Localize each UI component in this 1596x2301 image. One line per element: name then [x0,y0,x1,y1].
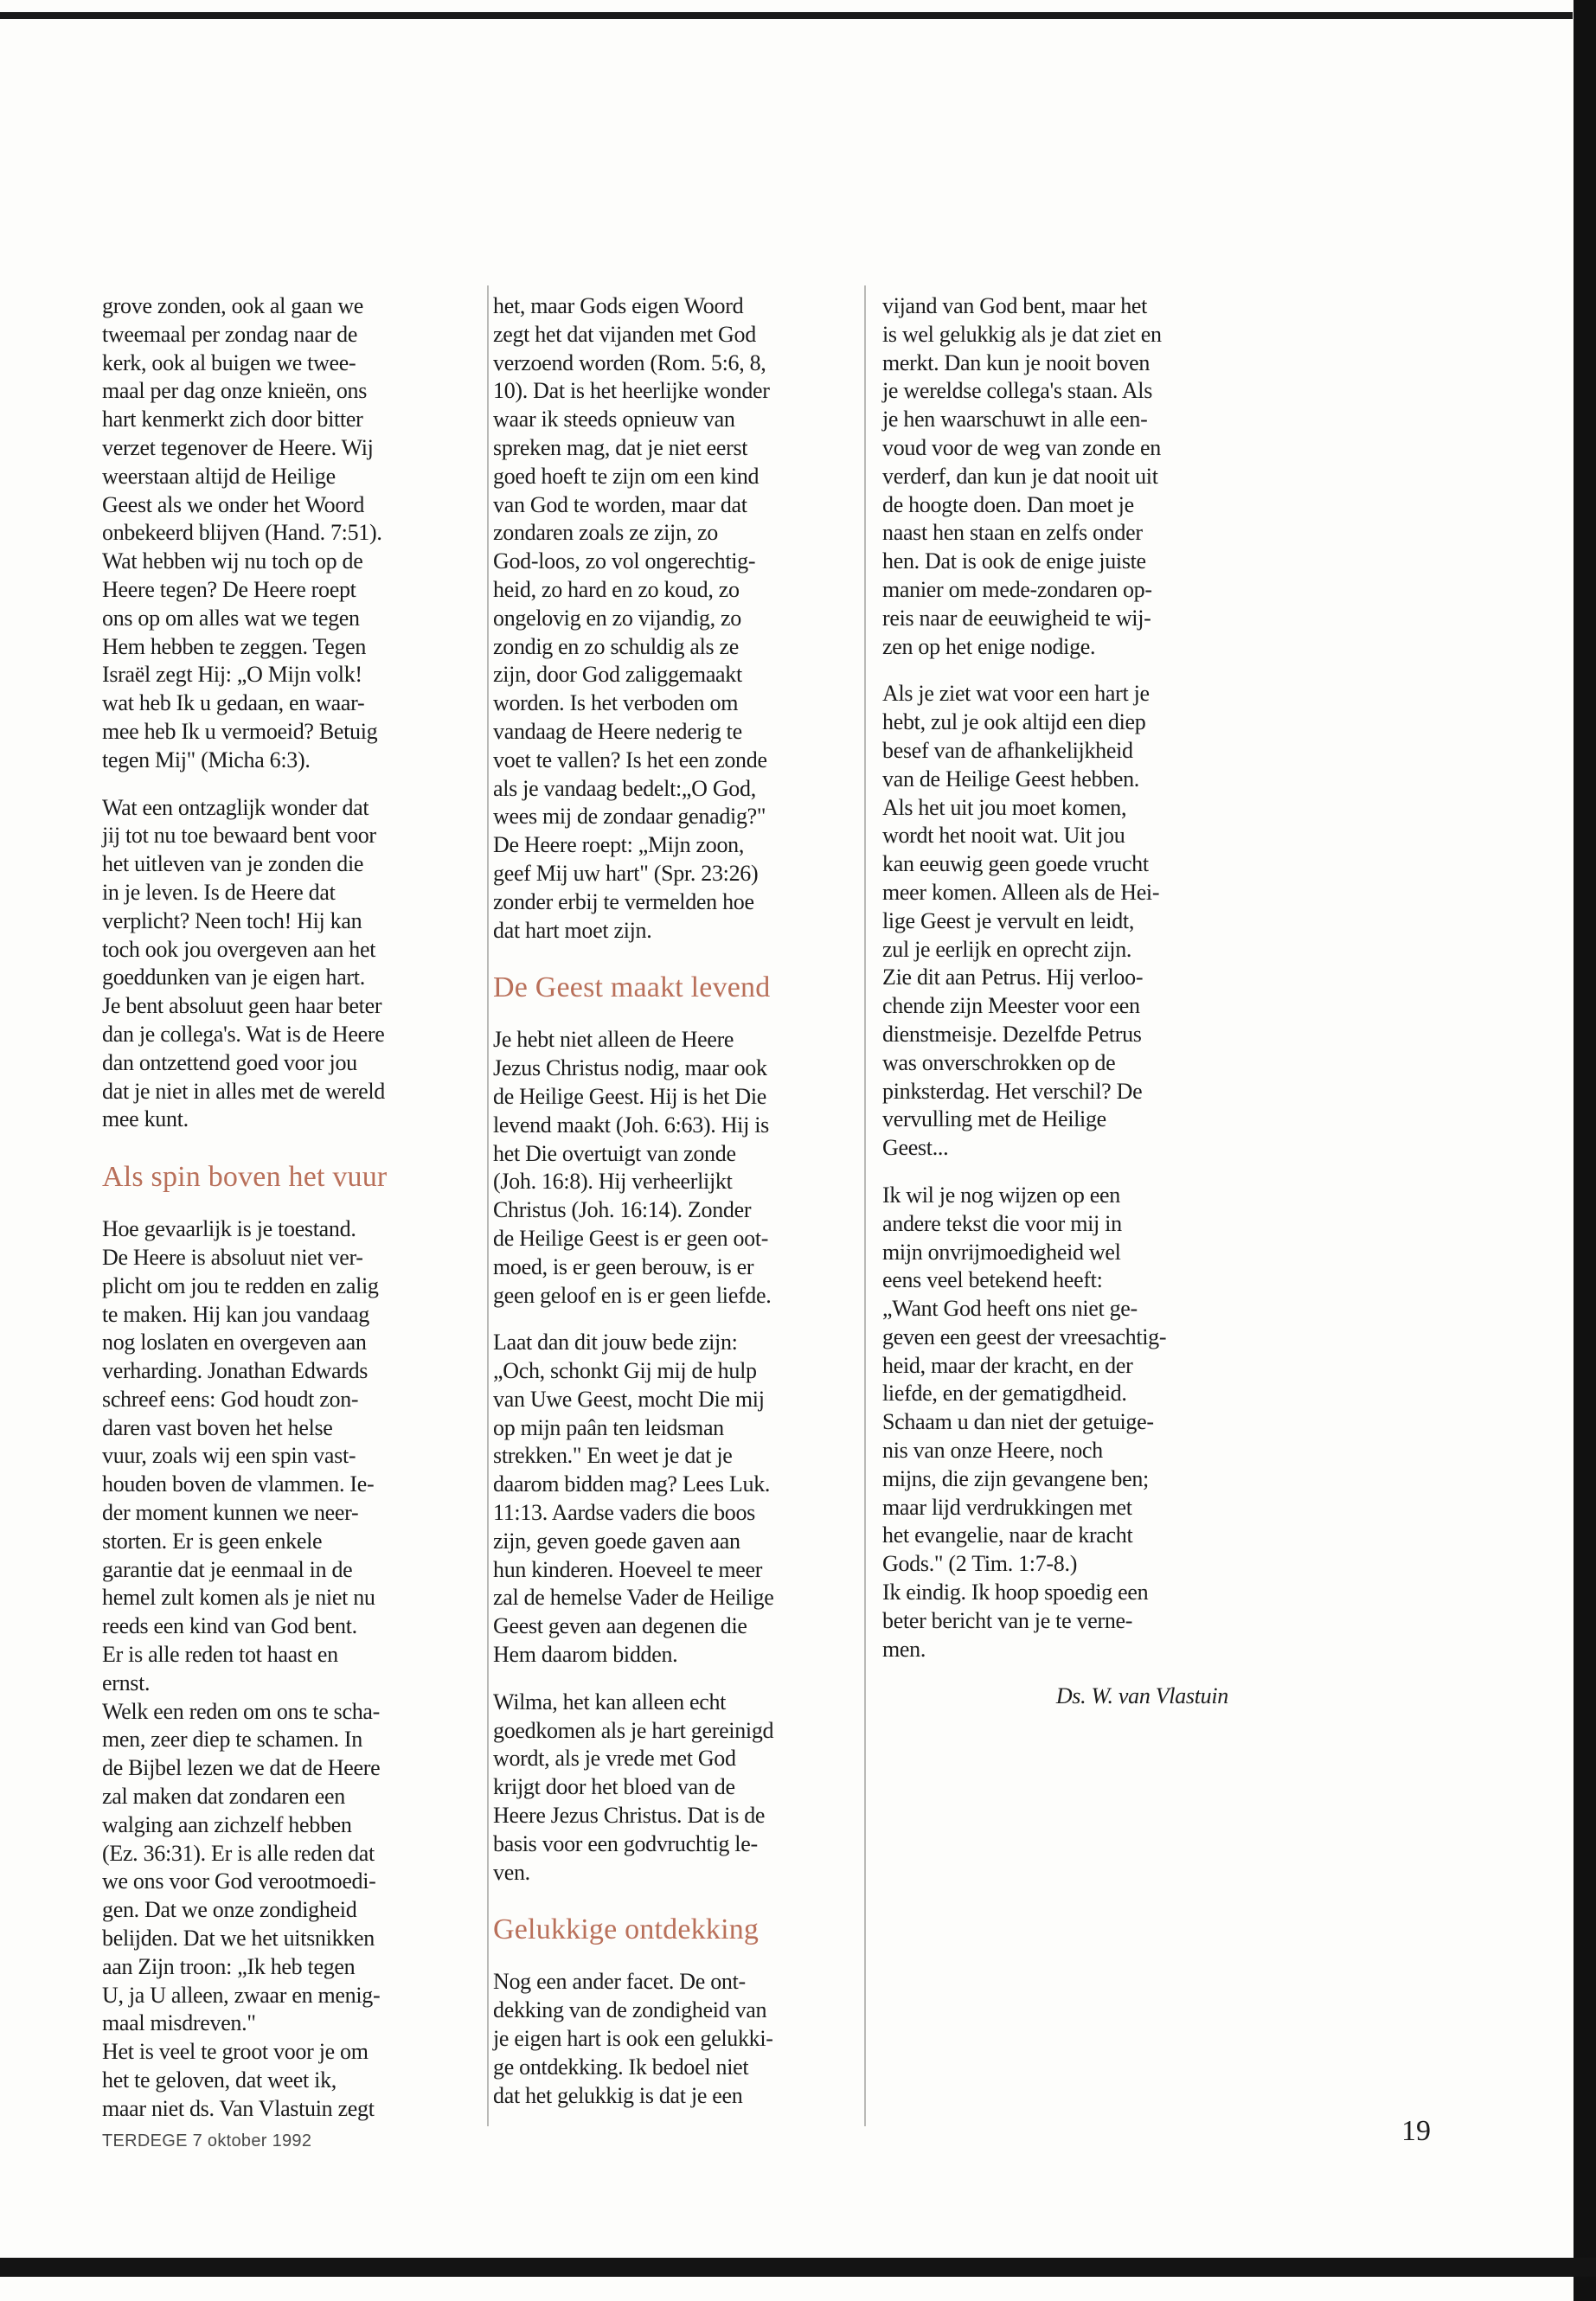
paragraph: Ik wil je nog wijzen op een andere tekst die voor mij in mijn onvrijmoedigheid wel eens veel betekend heeft: „Want God heeft ons niet ge- geven een geest der vreesachtig- heid, maar der kracht, en der liefde, en der gematigdheid. Schaam u dan niet der getuige- nis van onze Heere, noch mijns, die zijn gevangene ben; maar lijd verdrukkingen met het evangelie, naar de kracht Gods." (2 Tim. 1:7-8.) Ik eindig. Ik hoop spoedig een beter bericht van je te verne- men. [882,1182,1167,1662]
section-heading: Gelukkige ontdekking [493,1913,760,1946]
paragraph: Laat dan dit jouw bede zijn: „Och, schonkt Gij mij de hulp van Uwe Geest, mocht Die mij op mijn paân ten leidsman strekken." En weet je dat je daarom bidden mag? Lees Luk. 11:13. Aardse vaders die boos zijn, geven goede gaven aan hun kinderen. Hoeveel te meer zal de hemelse Vader de Heilige Geest geven aan degenen die Hem daarom bidden. [493,1330,774,1668]
bottom-rule [0,2258,1596,2277]
column-2 [493,292,839,2110]
paragraph: Als je ziet wat voor een hart je hebt, zul je ook altijd een diep besef van de afhankelijkheid van de Heilige Geest hebben. Als het uit jou moet komen, wordt het nooit wat. Uit jou kan eeuwig geen goede vrucht meer komen. Alleen als de Hei- lige Geest je vervult en leidt, zul je eerlijk en oprecht zijn. Zie dit aan Petrus. Hij verloo- chende zijn Meester voor een dienstmeisje. Dezelfde Petrus was onverschrokken op de pinksterdag. Het verschil? De vervulling met de Heilige Geest... [882,681,1160,1161]
paragraph: Wat een ontzaglijk wonder dat jij tot nu toe bewaard bent voor het uitleven van je zonden die in je leven. Is de Heere dat verplicht? Neen toch! Hij kan toch ook jou overgeven aan het goeddunken van je eigen hart. Je bent absoluut geen haar beter dan je collega's. Wat is de Heere dan ontzettend goed voor jou dat je niet in alles met de wereld mee kunt. [102,794,385,1132]
top-rule [0,12,1573,19]
paragraph: het, maar Gods eigen Woord zegt het dat vijanden met God verzoend worden (Rom. 5:6, 8, 10). Dat is het heerlijke wonder waar ik steeds opnieuw van spreken mag, dat je niet eerst goed hoeft te zijn om een kind van God te worden, maar dat zondaren zoals ze zijn, zo God-loos, zo vol ongerechtig- heid, zo hard en zo koud, zo ongelovig en zo vijandig, zo zondig en zo schuldig als ze zijn, door God zaliggemaakt worden. Is het verboden om vandaag de Heere nederig te voet te vallen? Is het een zonde als je vandaag bedelt:„O God, wees mij de zondaar genadig?" De Heere roept: „Mijn zoon, geef Mij uw hart" (Spr. 23:26) zonder erbij te vermelden hoe dat hart moet zijn. [493,293,770,943]
paragraph: vijand van God bent, maar het is wel gelukkig als je dat ziet en merkt. Dan kun je nooit boven je wereldse collega's staan. Als je hen waarschuwt in alle een- voud voor de weg van zonde en verderf, dan kun je dat nooit uit de hoogte doen. Dan moet je naast hen staan en zelfs onder hen. Dat is ook de enige juiste manier om mede-zondaren op- reis naar de eeuwigheid te wij- zen op het enige nodige. [882,293,1162,659]
column-divider-1 [487,285,489,2126]
paragraph: Je hebt niet alleen de Heere Jezus Christus nodig, maar ook de Heilige Geest. Hij is het Die levend maakt (Joh. 6:63). Hij is het Die overtuigt van zonde (Joh. 16:8). Hij verheerlijkt Christus (Joh. 16:14). Zonder de Heilige Geest is er geen oot- moed, is er geen berouw, is er geen geloof en is er geen liefde. [493,1027,772,1308]
column-divider-2 [864,285,866,2126]
page-number: 19 [1401,2115,1431,2147]
author-signature: Ds. W. van Vlastuin [1055,1683,1228,1709]
paragraph: grove zonden, ook al gaan we tweemaal per zondag naar de kerk, ook al buigen we twee- maal per dag onze knieën, ons hart kenmerkt zich door bitter verzet tegenover de Heere. Wij weerstaan altijd de Heilige Geest als we onder het Woord onbekeerd blijven (Hand. 7:51). Wat hebben wij nu toch op de Heere tegen? De Heere roept ons op om alles wat we tegen Hem hebben te zeggen. Tegen Israël zegt Hij: „O Mijn volk! wat heb Ik u gedaan, en waar- mee heb Ik u vermoeid? Betuig tegen Mij" (Micha 6:3). [102,293,382,772]
paragraph: Wilma, het kan alleen echt goedkomen als je hart gereinigd wordt, als je vrede met God krijgt door het bloed van de Heere Jezus Christus. Dat is de basis voor een godvruchtig le- ven. [493,1689,774,1885]
section-heading: Als spin boven het vuur [102,1161,388,1194]
scan-edge-bar [1574,0,1596,2301]
column-3 [882,292,1228,1711]
section-heading: De Geest maakt levend [493,971,771,1004]
paragraph: Nog een ander facet. De ont- dekking van de zondigheid van je eigen hart is ook een gelukki- ge ontdekking. Ik bedoel niet dat het gelukkig is dat je een [493,1969,773,2108]
column-1 [102,292,448,2124]
footer-publication: TERDEGE 7 oktober 1992 [102,2131,312,2150]
paragraph: Hoe gevaarlijk is je toestand. De Heere is absoluut niet ver- plicht om jou te redden en zalig te maken. Hij kan jou vandaag nog loslaten en overgeven aan verharding. Jonathan Edwards schreef eens: God houdt zon- daren vast boven het helse vuur, zoals wij een spin vast- houden boven de vlammen. Ie- der moment kunnen we neer- storten. Er is geen enkele garantie dat je eenmaal in de hemel zult komen als je niet nu reeds een kind van God bent. Er is alle reden tot haast en ernst. Welk een reden om ons te scha- men, zeer diep te schamen. In de Bijbel lezen we dat de Heere zal maken dat zondaren een walging aan zichzelf hebben (Ez. 36:31). Er is alle reden dat we ons voor God verootmoedi- gen. Dat we onze zondigheid belijden. Dat we het uitsnikken aan Zijn troon: „Ik heb tegen U, ja U alleen, zwaar en menig- maal misdreven." Het is veel te groot voor je om het te geloven, dat weet ik, maar niet ds. Van Vlastuin zegt [102,1216,381,2121]
